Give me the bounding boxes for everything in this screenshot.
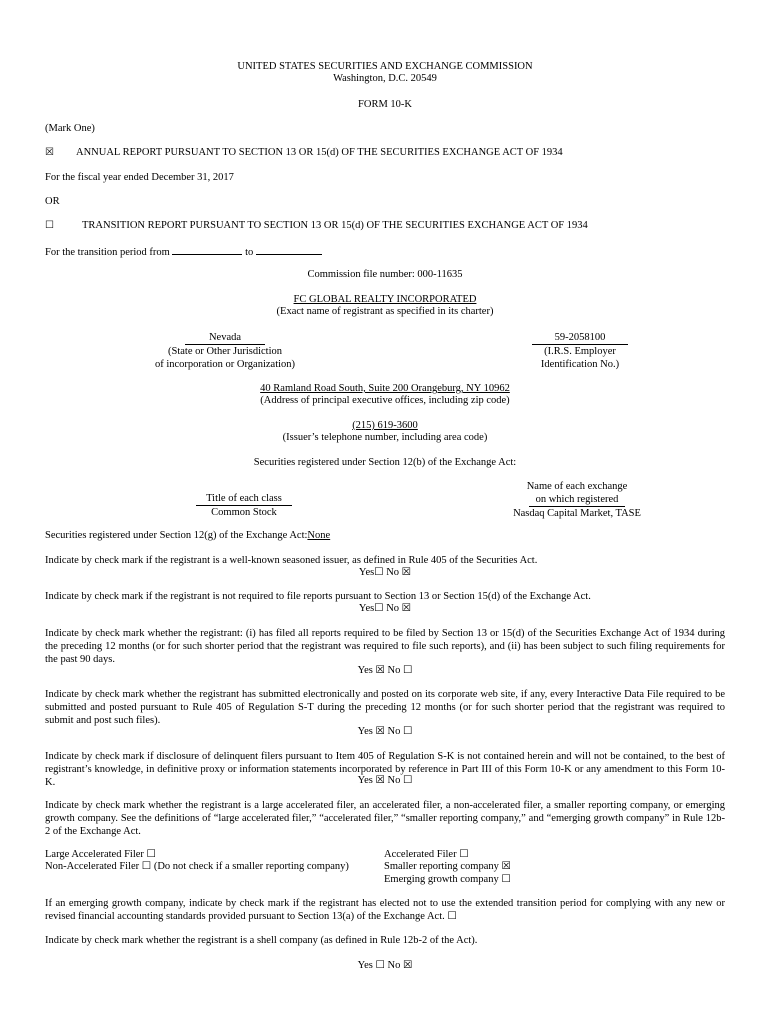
question-wksi: Indicate by check mark if the registrant is a well-known seasoned issuer, as defined in Rule 405 of the Securities Act. <box>45 555 538 566</box>
exchange-value: Nasdaq Capital Market, TASE <box>513 508 641 519</box>
annual-report-label: ANNUAL REPORT PURSUANT TO SECTION 13 OR 15(d) OF THE SECURITIES EXCHANGE ACT OF 1934 <box>76 147 563 158</box>
securities-12g-value: None <box>307 530 331 541</box>
answer-not-required[interactable]: Yes☐ No ☒ <box>358 603 412 614</box>
principal-address: 40 Ramland Road South, Suite 200 Orangeburg, NY 10962 <box>260 383 510 394</box>
state-caption-line1: (State or Other Jurisdiction <box>167 346 283 357</box>
ein-caption-line2: Identification No.) <box>540 359 620 370</box>
answer-interactive-data[interactable]: Yes ☒ No ☐ <box>357 726 413 737</box>
class-column <box>196 492 292 519</box>
exchange-header-line2: on which registered <box>529 493 625 507</box>
annual-report-checkbox[interactable]: ☒ <box>45 147 54 158</box>
ein-block <box>520 331 640 371</box>
question-delinquent-filers: Indicate by check mark if disclosure of delinquent filers pursuant to Item 405 of Regulation S-K is not contained herein and will not be contained, to the best of registrant’s knowledge, in definitive proxy or information statements incorporated by reference in Part III of this Form 10-K or any amendment to this Form 10-K. <box>45 751 725 788</box>
state-block <box>140 331 310 371</box>
securities-12g-line <box>45 529 330 542</box>
answer-wksi[interactable]: Yes☐ No ☒ <box>358 567 412 578</box>
large-accelerated-filer-option[interactable]: Large Accelerated Filer ☐ <box>45 849 156 860</box>
state-value: Nevada <box>185 331 265 345</box>
registrant-name: FC GLOBAL REALTY INCORPORATED <box>293 294 477 305</box>
title-of-class-header: Title of each class <box>196 492 292 506</box>
emerging-growth-company-option[interactable]: Emerging growth company ☐ <box>384 874 511 885</box>
question-not-required: Indicate by check mark if the registrant is not required to file reports pursuant to Section 13 or Section 15(d) of the Exchange Act. <box>45 591 591 602</box>
transition-to-blank <box>256 244 322 255</box>
telephone-number: (215) 619-3600 <box>352 420 418 431</box>
transition-report-checkbox[interactable]: ☐ <box>45 220 54 231</box>
form-title: FORM 10-K <box>358 99 412 110</box>
transition-from-blank <box>172 244 242 255</box>
question-interactive-data: Indicate by check mark whether the registrant has submitted electronically and posted on its corporate web site, if any, every Interactive Data File required to be submitted and posted pursuant to Rule 405 of Regulation S-T during the preceding 12 months (or for such shorter period that the registrant was required to submit and post such files). <box>45 689 725 726</box>
shell-company-question: Indicate by check mark whether the registrant is a shell company (as defined in Rule 12b-2 of the Act). <box>45 935 478 946</box>
registrant-name-caption: (Exact name of registrant as specified in its charter) <box>276 306 494 317</box>
exchange-column <box>505 480 649 520</box>
commission-file-number: Commission file number: 000-11635 <box>307 269 463 280</box>
class-value: Common Stock <box>211 507 277 518</box>
answer-delinquent-filers[interactable]: Yes ☒ No ☐ <box>357 775 413 786</box>
transition-report-label: TRANSITION REPORT PURSUANT TO SECTION 13 OR 15(d) OF THE SECURITIES EXCHANGE ACT OF 1934 <box>82 220 588 231</box>
transition-period-label: For the transition period from <box>45 247 170 258</box>
address-caption: (Address of principal executive offices, including zip code) <box>260 395 510 406</box>
agency-location: Washington, D.C. 20549 <box>333 73 437 84</box>
telephone-caption: (Issuer’s telephone number, including area code) <box>282 432 488 443</box>
accelerated-filer-option[interactable]: Accelerated Filer ☐ <box>384 849 469 860</box>
securities-12g-label: Securities registered under Section 12(g) of the Exchange Act: <box>45 530 308 541</box>
mark-one-label: (Mark One) <box>45 123 95 134</box>
securities-12b-heading: Securities registered under Section 12(b) of the Exchange Act: <box>253 457 517 468</box>
question-filer-status: Indicate by check mark whether the registrant is a large accelerated filer, an accelerated filer, a non-accelerated filer, a smaller reporting company, or emerging growth company. See the definitions of “large accelerated filer,” “accelerated filer,” “smaller reporting company,” and “emerging growth company” in Rule 12b-2 of the Exchange Act. <box>45 800 725 837</box>
transition-period-line <box>45 244 322 259</box>
fiscal-year-line: For the fiscal year ended December 31, 2017 <box>45 172 234 183</box>
agency-title: UNITED STATES SECURITIES AND EXCHANGE COMMISSION <box>237 61 533 72</box>
ein-caption-line1: (I.R.S. Employer <box>544 346 616 357</box>
non-accelerated-filer-option[interactable]: Non-Accelerated Filer ☐ (Do not check if a smaller reporting company) <box>45 861 349 872</box>
ein-value: 59-2058100 <box>532 331 628 345</box>
state-caption-line2: of incorporation or Organization) <box>154 359 296 370</box>
answer-filed-reports[interactable]: Yes ☒ No ☐ <box>357 665 413 676</box>
or-separator: OR <box>45 196 60 207</box>
smaller-reporting-company-option[interactable]: Smaller reporting company ☒ <box>384 861 511 872</box>
emerging-growth-question: If an emerging growth company, indicate by check mark if the registrant has elected not to use the extended transition period for complying with any new or revised financial accounting standards provided pursuant to Section 13(a) of the Exchange Act. ☐ <box>45 898 725 922</box>
exchange-header-line1: Name of each exchange <box>526 481 628 492</box>
transition-to-label: to <box>245 247 254 258</box>
shell-company-answer[interactable]: Yes ☐ No ☒ <box>357 960 413 971</box>
question-filed-reports: Indicate by check mark whether the registrant: (i) has filed all reports required to be filed by Section 13 or 15(d) of the Securities Exchange Act of 1934 during the preceding 12 months (or for such shorter period that the registrant was required to file such reports), and (ii) has been subject to such filing requirements for the past 90 days. <box>45 628 725 665</box>
